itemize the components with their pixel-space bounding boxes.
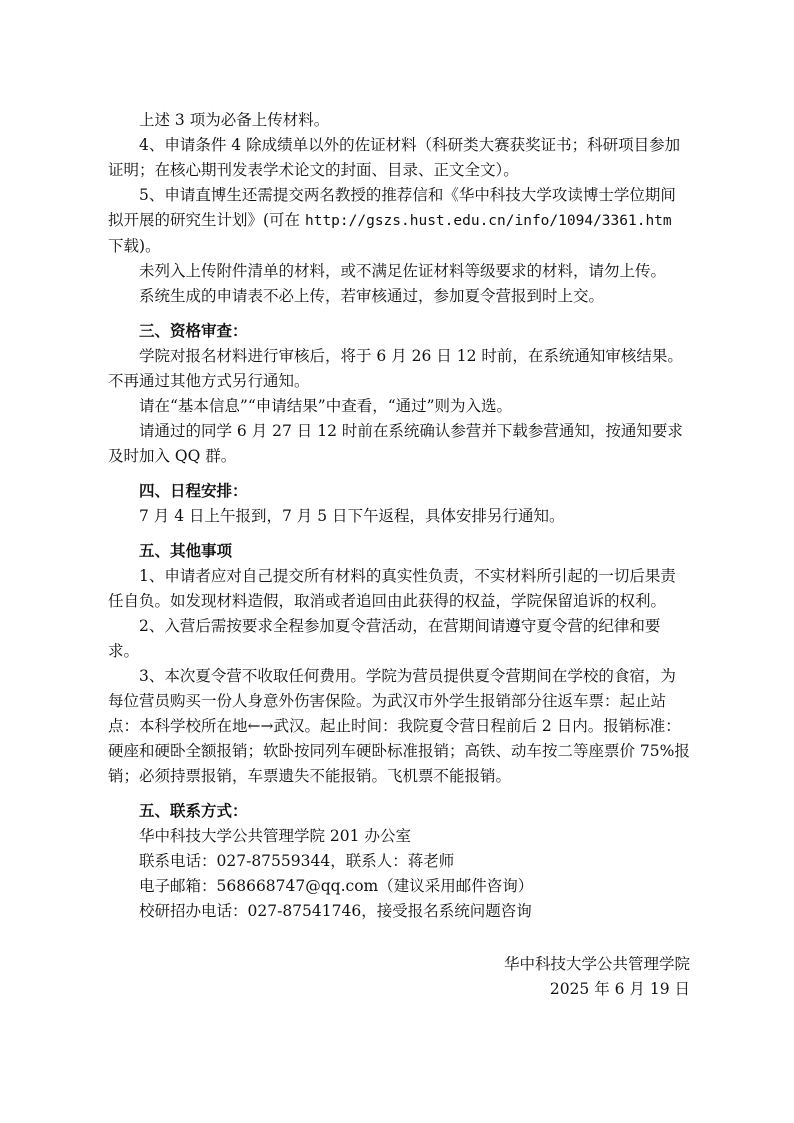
review-paragraph-2: 请在“基本信息”“申请结果”中查看，“通过”则为入选。: [139, 397, 513, 415]
other-paragraph-2: 2、入营后需按要求全程参加夏令营活动，在营期间请遵守夏令营的纪律和要求。: [108, 617, 661, 660]
material-item-4: 4、申请条件 4 除成绩单以外的佐证材料（科研类大赛获奖证书；科研项目参加证明；在核心期刊发表学术论文的封面、目录、正文全文）。: [108, 136, 681, 179]
material-item-5-text: 5、申请直博生还需提交两名教授的推荐信和《华中科技大学攻读博士学位期间拟开展的研究生计划》(可在: [108, 186, 676, 229]
section-heading-contact: 五、联系方式：: [139, 801, 248, 820]
section-heading-review: 三、资格审查：: [139, 321, 248, 340]
other-paragraph-1: 1、申请者应对自己提交所有材料的真实性负责，不实材料所引起的一切后果责任自负。如发现材料造假，取消或者追回由此获得的权益，学院保留追诉的权利。: [108, 567, 676, 610]
download-link[interactable]: http://gszs.hust.edu.cn/info/1094/3361.htm: [304, 213, 672, 229]
application-form-note: 系统生成的申请表不必上传，若审核通过，参加夏令营报到时上交。: [139, 287, 605, 305]
signature-block: [108, 952, 690, 1002]
signature-date: 2025 年 6 月 19 日: [549, 980, 690, 998]
contact-phone: 联系电话：027-87559344，联系人：蒋老师: [139, 852, 455, 870]
section-heading-other: 五、其他事项: [139, 541, 233, 560]
contact-hotline: 校研招办电话：027-87541746，接受报名系统问题咨询: [139, 902, 532, 920]
material-item-5-tail: 下载)。: [108, 237, 161, 255]
upload-warning: 未列入上传附件清单的材料，或不满足佐证材料等级要求的材料，请勿上传。: [139, 262, 667, 280]
required-materials-note: 上述 3 项为必备上传材料。: [139, 111, 330, 129]
section-heading-schedule: 四、日程安排：: [139, 481, 248, 500]
review-paragraph-1: 学院对报名材料进行审核后，将于 6 月 26 日 12 时前，在系统通知审核结果。不再通过其他方式另行通知。: [108, 347, 683, 390]
review-paragraph-3: 请通过的同学 6 月 27 日 12 时前在系统确认参营并下载参营通知，按通知要求及时加入 QQ 群。: [108, 422, 683, 465]
contact-office: 华中科技大学公共管理学院 201 办公室: [139, 827, 411, 845]
material-item-5: [108, 183, 690, 259]
other-paragraph-3: 3、本次夏令营不收取任何费用。学院为营员提供夏令营期间在学校的食宿，为每位营员购买一份人身意外伤害保险。为武汉市外学生报销部分往返车票：起止站点：本科学校所在地←→武汉。起止时间：我院夏令营日程前后 2 日内。报销标准：硬座和硬卧全额报销；软卧按同列车硬卧标准报销；高铁、动车按二等座票价 75%报销；必须持票报销，车票遗失不能报销。飞机票不能报销。: [108, 667, 690, 785]
schedule-paragraph: 7 月 4 日上午报到，7 月 5 日下午返程，具体安排另行通知。: [139, 507, 565, 525]
signature-org: 华中科技大学公共管理学院: [503, 955, 690, 973]
contact-email: 电子邮箱：568668747@qq.com（建议采用邮件咨询）: [139, 877, 534, 895]
document-body: [108, 108, 690, 1002]
